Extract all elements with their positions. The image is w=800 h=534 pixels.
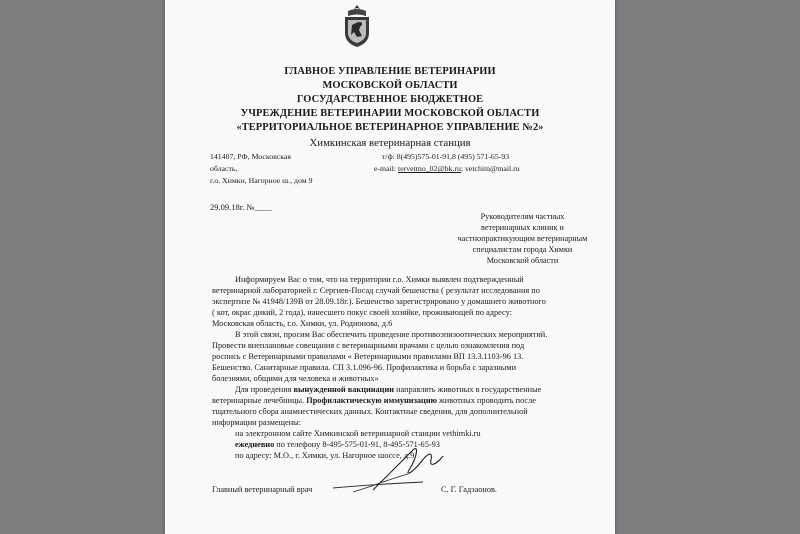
address-line-1: 141407, РФ, Московская <box>210 152 291 161</box>
recipient-line-2: ветеринарных клиник и <box>481 223 564 232</box>
header-line-4: УЧРЕЖДЕНИЕ ВЕТЕРИНАРИИ МОСКОВСКОЙ ОБЛАСТИ <box>240 108 540 119</box>
signatory-name: С. Г. Гадзаонов. <box>441 485 497 494</box>
email-link-1[interactable]: tervetmo_02@bk.ru <box>398 164 461 173</box>
header-line-5: «ТЕРРИТОРИАЛЬНОЕ ВЕТЕРИНАРНОЕ УПРАВЛЕНИЕ №2» <box>236 122 544 133</box>
body-line: Московская область, г.о. Химки, ул. Родионова, д.6 <box>212 319 393 328</box>
recipient-line-3: частнопрактикующим ветеринарным <box>457 234 588 243</box>
address-line-2: область, <box>210 164 238 173</box>
body-emphasis: вынужденной вакцинации <box>293 385 395 394</box>
station-name: Химкинская ветеринарная станция <box>309 137 471 149</box>
body-text: ветеринарные лечебницы. <box>212 396 307 405</box>
body-line: болезнями, общими для человека и животных» <box>212 374 379 383</box>
email-line <box>374 164 520 173</box>
body-emphasis: ежедневно <box>235 440 275 449</box>
body-line <box>212 396 536 407</box>
header-line-2: МОСКОВСКОЙ ОБЛАСТИ <box>322 80 458 91</box>
info-address: по адресу: М.О., г. Химки, ул. Нагорное шоссе, д.9 <box>235 451 415 460</box>
body-emphasis: Профилактическую иммунизацию <box>306 396 437 405</box>
body-line <box>235 385 541 396</box>
recipient-line-5: Московской области <box>486 256 559 265</box>
body-line: роспись с Ветеринарными правилами « Ветеринарными правилами ВП 13.3.1103-96 13. <box>212 352 524 361</box>
body-line: ветеринарной лабораторией г. Сергиев-Посад случай бешенства ( результат исследования по <box>212 286 540 295</box>
signatory-title: Главный ветеринарный врач <box>212 485 313 494</box>
phone-fax: т/ф: 8(495)575-01-91,8 (495) 571-65-93 <box>382 152 510 161</box>
info-website: на электронном сайте Химкинской ветеринарной станции vethimki.ru <box>235 429 481 438</box>
recipient-line-4: специалистам города Химки <box>472 245 573 254</box>
body-line: Бешенство. Санитарные правила. СП 3.1.096-96. Профилактика и борьба с заразными <box>212 363 517 372</box>
body-text: по телефону 8-495-575-01-91, 8-495-571-65-93 <box>274 440 440 449</box>
body-line: ( кот, окрас дикий, 2 года), нанесшего покус своей хозяйке, проживающей по адресу: <box>212 308 512 317</box>
email-link-2[interactable]: vetchim@mail.ru <box>465 164 520 173</box>
address-line-3: г.о. Химки, Нагорное ш., дом 9 <box>210 176 313 185</box>
letter-date-number: 29.09.18г. №____ <box>210 202 272 212</box>
body-text: направлять животных в государственные <box>394 385 542 394</box>
body-line: В этой связи, просим Вас обеспечить проведение противоэпизоотических мероприятий. <box>235 330 548 339</box>
coat-of-arms-icon <box>342 3 372 49</box>
body-line: экспертизе № 41948/139В от 28.09.18г.). Бешенство зарегистрировано у домашнего животного <box>212 297 546 306</box>
body-text: Для проведения <box>235 385 294 394</box>
body-text: животных проводить после <box>436 396 536 405</box>
letter-sheet <box>165 0 615 534</box>
body-line: информации размещены: <box>212 418 302 427</box>
body-line: Информируем Вас о том, что на территории г.о. Химки выявлен подтвержденный <box>235 275 524 284</box>
header-line-3: ГОСУДАРСТВЕННОЕ БЮДЖЕТНОЕ <box>296 94 484 105</box>
email-separator: ; <box>460 164 464 173</box>
recipient-line-1: Руководителям частных <box>480 212 565 221</box>
header-line-1: ГЛАВНОЕ УПРАВЛЕНИЕ ВЕТЕРИНАРИИ <box>284 66 496 77</box>
email-label: e-mail: <box>374 164 397 173</box>
body-line: Провести внеплановые совещания с ветеринарными врачами с целью ознакомления под <box>212 341 525 350</box>
body-line: тщательного сбора анамнестических данных. Контактные сведения, для дополнительной <box>212 407 528 416</box>
